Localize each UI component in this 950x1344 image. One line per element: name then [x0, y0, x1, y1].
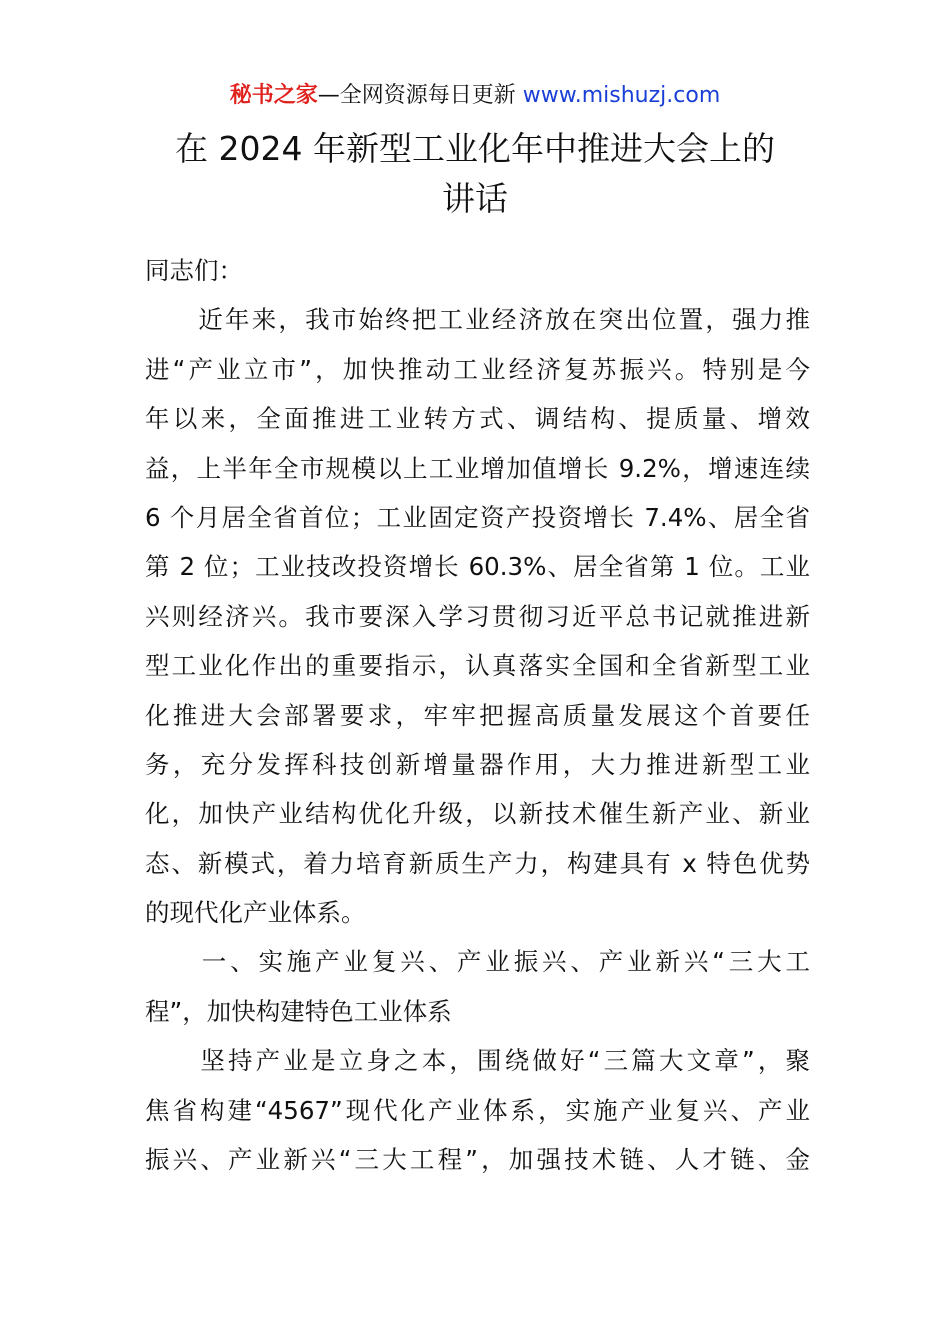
section-heading-line: 程”，加快构建特色工业体系: [145, 996, 452, 1026]
body-line: 进“产业立市”，加快推动工业经济复苏振兴。特别是今: [145, 354, 810, 384]
body-line: 化推进大会部署要求，牢牢把握高质量发展这个首要任: [145, 700, 810, 730]
body-line: 的现代化产业体系。: [145, 898, 366, 928]
brand-name: 秘书之家: [229, 83, 318, 108]
document-body: [145, 246, 810, 1184]
banner-tagline: —全网资源每日更新: [317, 83, 523, 108]
body-line: 年以来，全面推进工业转方式、调结构、提质量、增效: [145, 404, 810, 434]
body-line: 态、新模式，着力培育新质生产力，构建具有 x 特色优势: [145, 848, 810, 878]
body-line: 务，充分发挥科技创新增量器作用，大力推进新型工业: [145, 749, 810, 779]
title-line-2: 讲话: [442, 179, 508, 218]
document-title: [0, 124, 950, 224]
body-line: 第 2 位；工业技改投资增长 60.3%、居全省第 1 位。工业: [145, 552, 810, 582]
body-line: 坚持产业是立身之本，围绕做好“三篇大文章”，聚: [145, 1046, 810, 1076]
body-line: 型工业化作出的重要指示，认真落实全国和全省新型工业: [145, 651, 810, 681]
body-line: 6 个月居全省首位；工业固定资产投资增长 7.4%、居全省: [145, 502, 810, 532]
body-line: 振兴、产业新兴“三大工程”，加强技术链、人才链、金: [145, 1145, 810, 1175]
site-url-link[interactable]: www.mishuzj.com: [522, 83, 721, 108]
body-line: 化，加快产业结构优化升级，以新技术催生新产业、新业: [145, 799, 810, 829]
section-heading-line: 一、实施产业复兴、产业振兴、产业新兴“三大工: [145, 947, 810, 977]
body-line: 近年来，我市始终把工业经济放在突出位置，强力推: [145, 305, 810, 335]
body-line: 焦省构建“4567”现代化产业体系，实施产业复兴、产业: [145, 1095, 810, 1125]
salutation: 同志们：: [145, 256, 243, 285]
site-banner: [0, 80, 950, 112]
body-line: 兴则经济兴。我市要深入学习贯彻习近平总书记就推进新: [145, 601, 810, 631]
body-line: 益，上半年全市规模以上工业增加值增长 9.2%，增速连续: [145, 453, 810, 483]
title-line-1: 在 2024 年新型工业化年中推进大会上的: [175, 129, 775, 168]
